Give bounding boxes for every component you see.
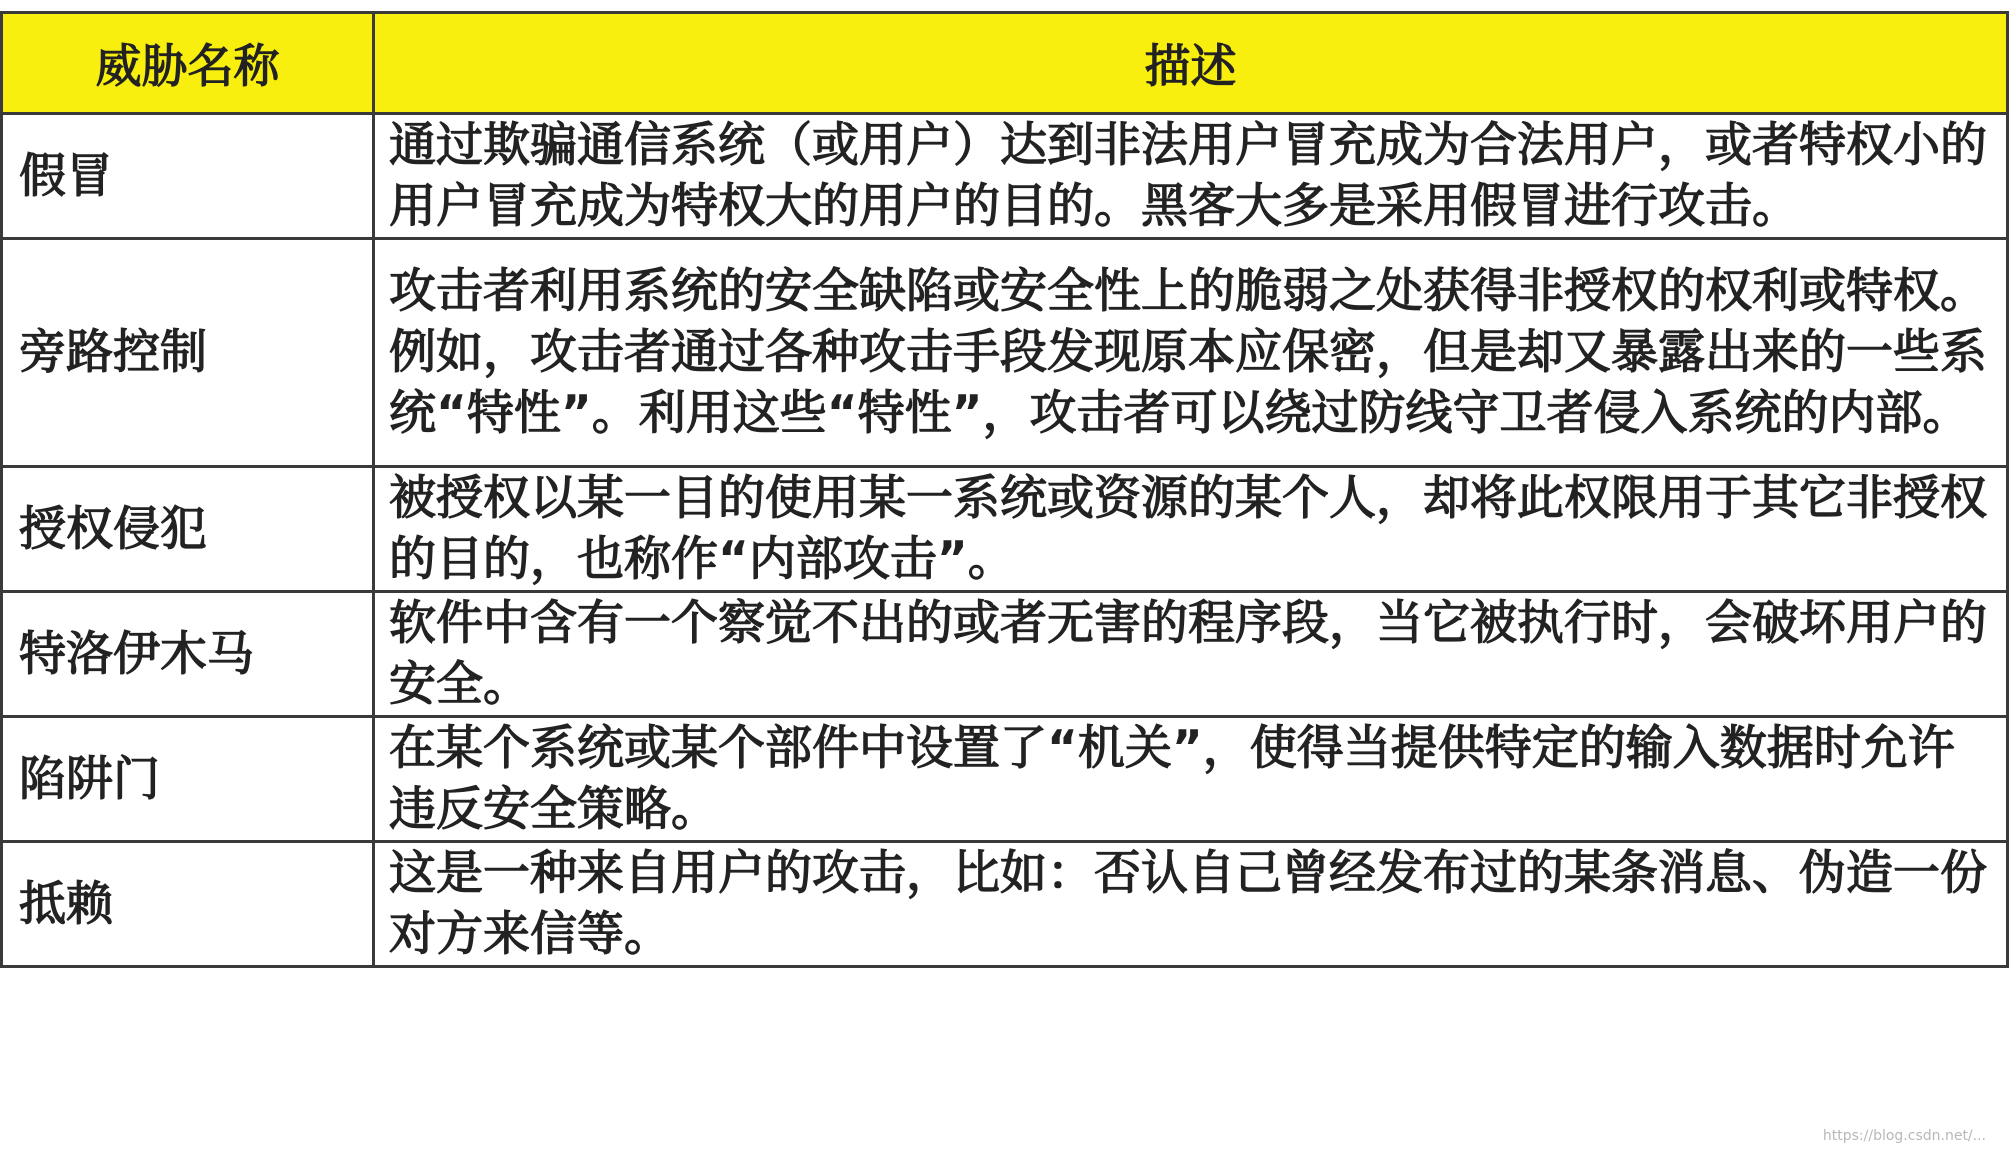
- table-row: [2, 239, 2008, 467]
- threat-table-container: [0, 11, 2006, 968]
- table-row: [2, 842, 2008, 967]
- threat-name-cell: 授权侵犯: [2, 467, 374, 592]
- threat-description-cell: 软件中含有一个察觉不出的或者无害的程序段，当它被执行时，会破坏用户的安全。: [374, 592, 2008, 717]
- table-row: [2, 467, 2008, 592]
- header-description: 描述: [374, 13, 2008, 114]
- table-header-row: [2, 13, 2008, 114]
- threat-name-cell: 陷阱门: [2, 717, 374, 842]
- threat-name-cell: 抵赖: [2, 842, 374, 967]
- threat-description-cell: 攻击者利用系统的安全缺陷或安全性上的脆弱之处获得非授权的权利或特权。例如，攻击者通过各种攻击手段发现原本应保密，但是却又暴露出来的一些系统“特性”。利用这些“特性”，攻击者可以绕过防线守卫者侵入系统的内部。: [374, 239, 2008, 467]
- table-row: [2, 114, 2008, 239]
- threat-name-cell: 旁路控制: [2, 239, 374, 467]
- table-row: [2, 592, 2008, 717]
- table-row: [2, 717, 2008, 842]
- threat-name-cell: 特洛伊木马: [2, 592, 374, 717]
- threat-table: [0, 11, 2009, 968]
- threat-description-cell: 通过欺骗通信系统（或用户）达到非法用户冒充成为合法用户，或者特权小的用户冒充成为特权大的用户的目的。黑客大多是采用假冒进行攻击。: [374, 114, 2008, 239]
- threat-description-cell: 被授权以某一目的使用某一系统或资源的某个人，却将此权限用于其它非授权的目的，也称作“内部攻击”。: [374, 467, 2008, 592]
- threat-name-cell: 假冒: [2, 114, 374, 239]
- header-threat-name: 威胁名称: [2, 13, 374, 114]
- threat-description-cell: 这是一种来自用户的攻击，比如：否认自己曾经发布过的某条消息、伪造一份对方来信等。: [374, 842, 2008, 967]
- threat-description-cell: 在某个系统或某个部件中设置了“机关”，使得当提供特定的输入数据时允许违反安全策略。: [374, 717, 2008, 842]
- watermark-text: https://blog.csdn.net/...: [1822, 1128, 1986, 1144]
